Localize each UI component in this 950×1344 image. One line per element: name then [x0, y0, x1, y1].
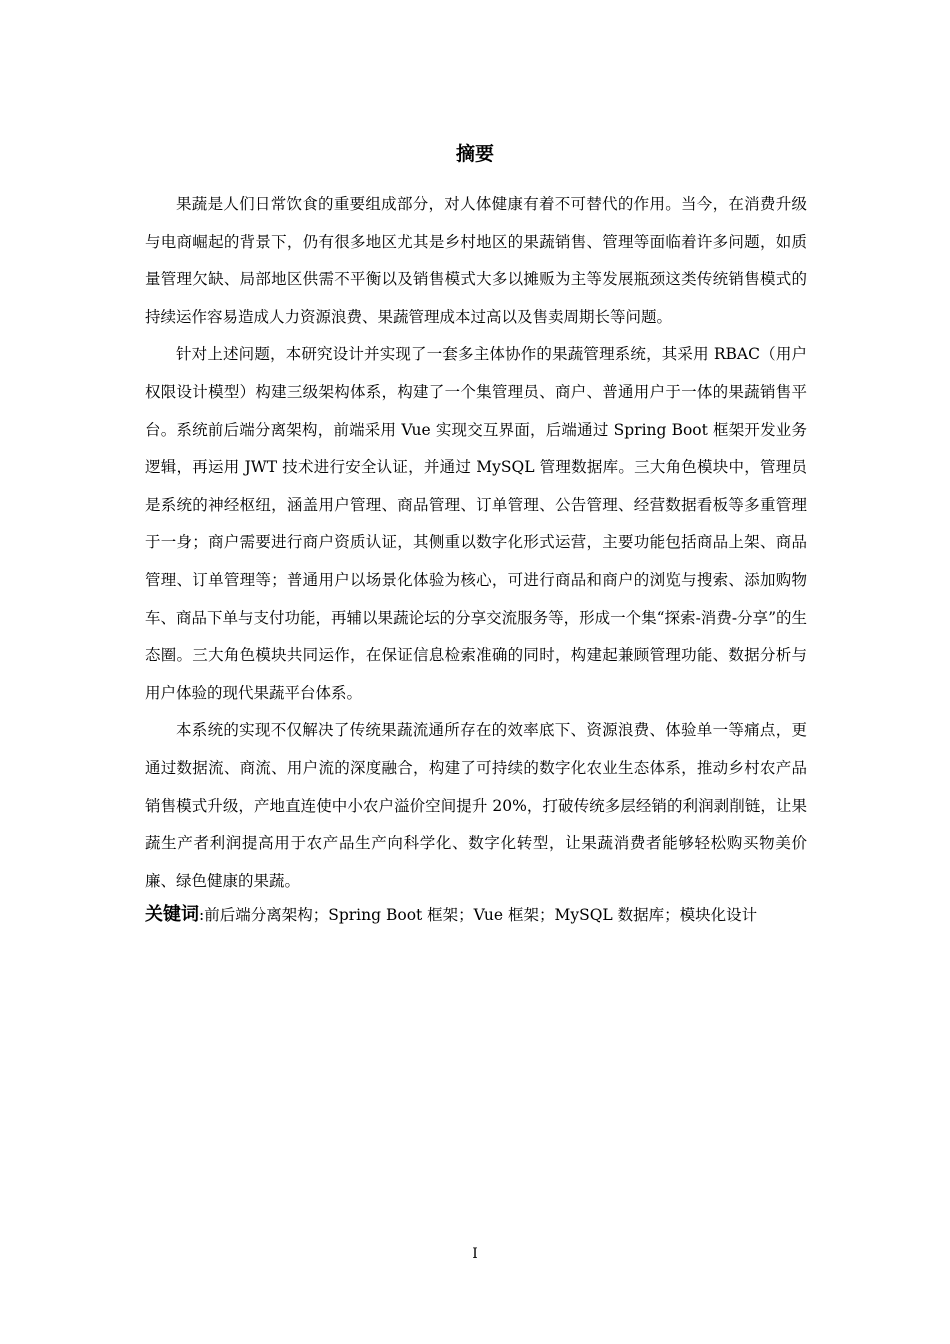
keywords-separator: :	[199, 906, 205, 925]
keywords-text: 前后端分离架构；Spring Boot 框架；Vue 框架；MySQL 数据库；模块化设计	[204, 906, 758, 925]
abstract-paragraph-2: 针对上述问题，本研究设计并实现了一套多主体协作的果蔬管理系统，其采用 RBAC（用户权限设计模型）构建三级架构体系，构建了一个集管理员、商户、普通用户于一体的果蔬销售平台。系统前后端分离架构，前端采用 Vue 实现交互界面，后端通过 Spring Boot 框架开发业务逻辑，再运用 JWT 技术进行安全认证，并通过 MySQL 管理数据库。三大角色模块中，管理员是系统的神经枢纽，涵盖用户管理、商品管理、订单管理、公告管理、经营数据看板等多重管理于一身；商户需要进行商户资质认证，其侧重以数字化形式运营，主要功能包括商品上架、商品管理、订单管理等；普通用户以场景化体验为核心，可进行商品和商户的浏览与搜索、添加购物车、商品下单与支付功能，再辅以果蔬论坛的分享交流服务等，形成一个集“探索-消费-分享”的生态圈。三大角色模块共同运作，在保证信息检索准确的同时，构建起兼顾管理功能、数据分析与用户体验的现代果蔬平台体系。	[145, 345, 807, 702]
abstract-paragraph-1: 果蔬是人们日常饮食的重要组成部分，对人体健康有着不可替代的作用。当今，在消费升级与电商崛起的背景下，仍有很多地区尤其是乡村地区的果蔬销售、管理等面临着许多问题，如质量管理欠缺、局部地区供需不平衡以及销售模式大多以摊贩为主等发展瓶颈这类传统销售模式的持续运作容易造成人力资源浪费、果蔬管理成本过高以及售卖周期长等问题。	[145, 195, 807, 326]
abstract-title: 摘要	[455, 143, 494, 165]
keywords-line	[145, 900, 807, 930]
abstract-paragraph-3: 本系统的实现不仅解决了传统果蔬流通所存在的效率底下、资源浪费、体验单一等痛点，更通过数据流、商流、用户流的深度融合，构建了可持续的数字化农业生态体系，推动乡村农产品销售模式升级，产地直连使中小农户溢价空间提升 20%，打破传统多层经销的利润剥削链，让果蔬生产者利润提高用于农产品生产向科学化、数字化转型，让果蔬消费者能够轻松购买物美价廉、绿色健康的果蔬。	[145, 721, 807, 890]
keywords-label: 关键词	[145, 904, 199, 926]
page-number: I	[472, 1246, 478, 1262]
abstract-body	[145, 186, 807, 930]
